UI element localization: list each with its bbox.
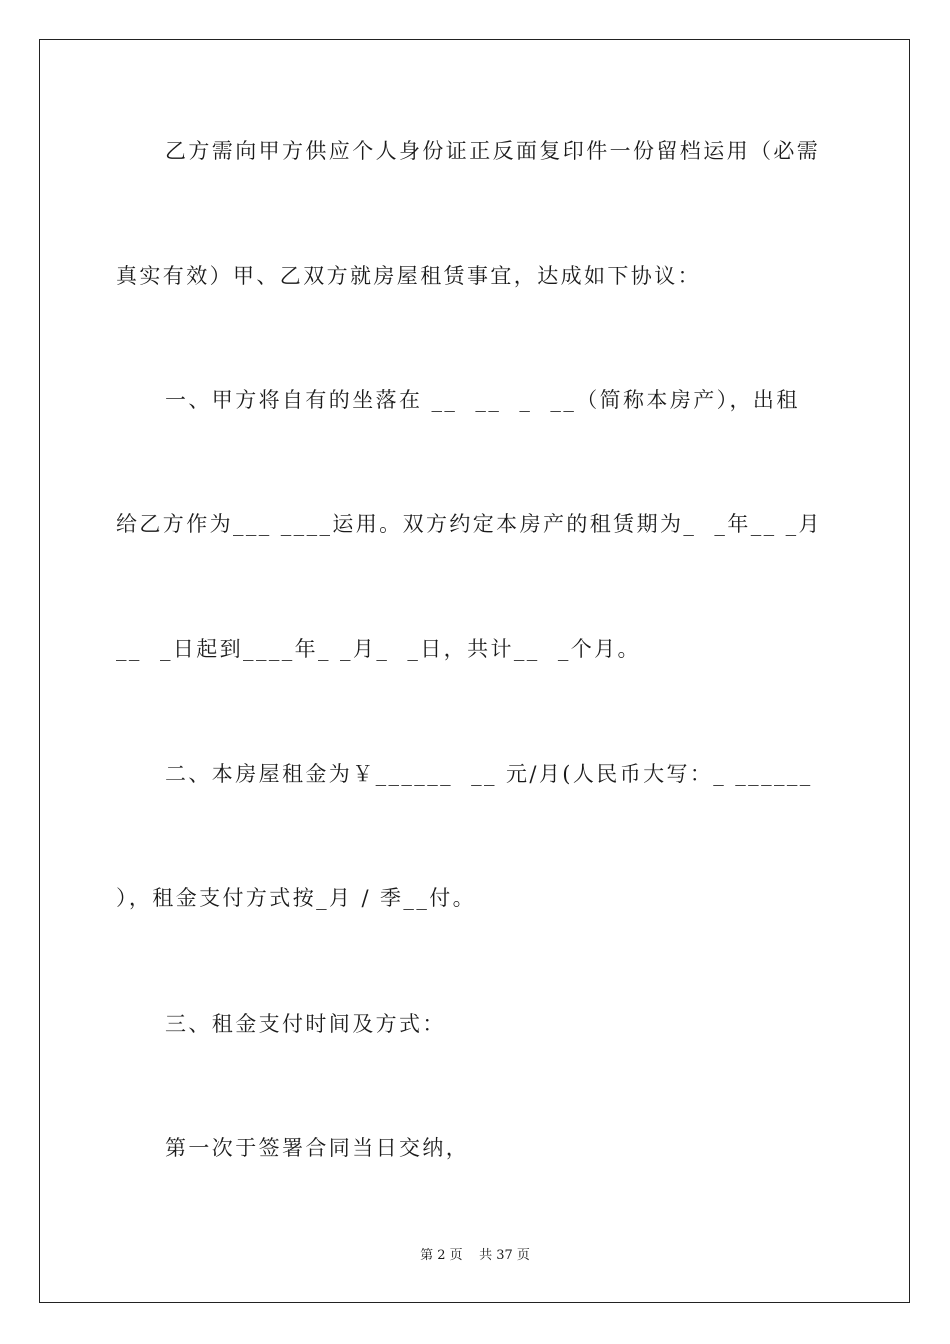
- page-border: [39, 39, 910, 1303]
- paragraph-line-2: 真实有效）甲、乙双方就房屋租赁事宜，达成如下协议：: [116, 264, 701, 288]
- paragraph-line-5: __ _日起到____年_ _月_ _日，共计__ _个月。: [116, 637, 641, 661]
- paragraph-line-3: 一、甲方将自有的坐落在 __ __ _ __（简称本房产），出租: [165, 388, 800, 412]
- page-number-footer: 第 2 页 共 37 页: [420, 1248, 530, 1263]
- paragraph-line-9: 第一次于签署合同当日交纳，: [165, 1136, 470, 1160]
- paragraph-line-8: 三、租金支付时间及方式：: [165, 1012, 446, 1036]
- paragraph-line-6: 二、本房屋租金为￥______ __ 元/月(人民币大写：_ ______: [165, 762, 813, 786]
- paragraph-line-7: ），租金支付方式按_月 / 季__付。: [116, 886, 477, 910]
- paragraph-line-1: 乙方需向甲方供应个人身份证正反面复印件一份留档运用（必需: [165, 139, 821, 163]
- paragraph-line-4: 给乙方作为___ ____运用。双方约定本房产的租赁期为_ _年__ _月: [116, 512, 822, 536]
